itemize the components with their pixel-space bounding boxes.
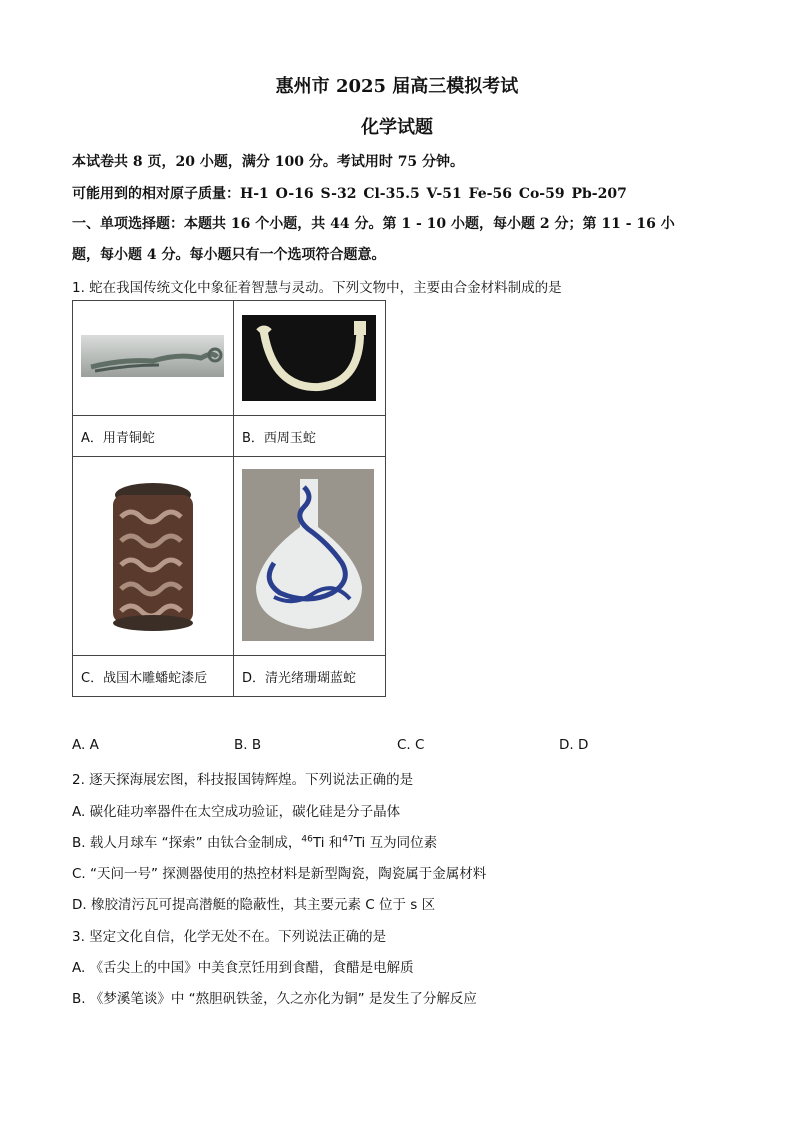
blue-vase-image [234, 457, 385, 655]
q2-option-c[interactable]: C. “天问一号” 探测器使用的热控材料是新型陶瓷，陶瓷属于金属材料 [72, 866, 487, 882]
image-d-cell [234, 457, 386, 656]
q1-choice-c[interactable]: C. C [397, 737, 425, 753]
q1-choice-b[interactable]: B. B [234, 737, 262, 753]
page-subtitle: 化学试题 [361, 117, 433, 138]
q2-stem: 2. 逐天探海展宏图，科技报国铸辉煌。下列说法正确的是 [72, 772, 414, 788]
atomic-masses: 可能用到的相对原子质量：H-1 O-16 S-32 Cl-35.5 V-51 Fe-56 Co-59 Pb-207 [72, 186, 627, 202]
q3-option-a[interactable]: A. 《舌尖上的中国》中美食烹饪用到食醋，食醋是电解质 [72, 960, 414, 976]
q1-stem: 1. 蛇在我国传统文化中象征着智慧与灵动。下列文物中，主要由合金材料制成的是 [72, 280, 562, 296]
section-heading-line1: 一、单项选择题：本题共 16 个小题，共 44 分。第 1 - 10 小题，每小题 2 分；第 11 - 16 小 [72, 216, 675, 232]
q2-option-d[interactable]: D. 橡胶清污瓦可提高潜艇的隐蔽性，其主要元素 C 位于 s 区 [72, 897, 436, 913]
q1-option-table [72, 300, 386, 697]
page-title: 惠州市 2025 届高三模拟考试 [275, 76, 519, 97]
lacquer-cup-image [73, 457, 233, 655]
image-b-cell [234, 301, 386, 416]
q1-choice-a[interactable]: A. A [72, 737, 99, 753]
q3-stem: 3. 坚定文化自信，化学无处不在。下列说法正确的是 [72, 929, 387, 945]
caption-c: C．战国木雕蟠蛇漆卮 [73, 656, 234, 697]
exam-info: 本试卷共 8 页，20 小题，满分 100 分。考试用时 75 分钟。 [72, 154, 465, 170]
caption-b: B．西周玉蛇 [234, 416, 386, 457]
caption-a: A．用青铜蛇 [73, 416, 234, 457]
section-heading-line2: 题，每小题 4 分。每小题只有一个选项符合题意。 [72, 247, 386, 263]
q1-choice-d[interactable]: D. D [559, 737, 589, 753]
q2-option-b[interactable]: B. 载人月球车 “探索” 由钛合金制成，$^{46}$Ti 和$^{47}$Ti 互为同位素 [72, 834, 438, 851]
q3-option-b[interactable]: B. 《梦溪笔谈》中 “熬胆矾铁釜，久之亦化为铜” 是发生了分解反应 [72, 991, 477, 1007]
image-a-cell [73, 301, 234, 416]
caption-d: D．清光绪珊瑚蓝蛇 [234, 656, 386, 697]
q2-option-a[interactable]: A. 碳化硅功率器件在太空成功验证，碳化硅是分子晶体 [72, 804, 401, 820]
jade-snake-image [234, 301, 385, 415]
image-c-cell [73, 457, 234, 656]
bronze-snake-image [73, 301, 233, 415]
